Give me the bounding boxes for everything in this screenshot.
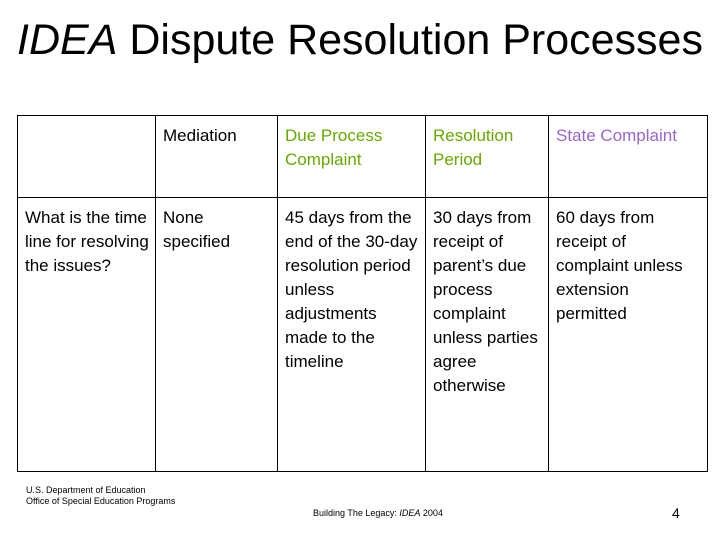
footer-org-line-1: U.S. Department of Education (26, 485, 146, 495)
header-cell-due-process-complaint: Due Process Complaint (278, 116, 426, 198)
header-cell-resolution-period: Resolution Period (426, 116, 549, 198)
dispute-resolution-table (17, 115, 708, 472)
footer-legacy-idea: IDEA (399, 508, 421, 518)
slide-title (0, 16, 720, 64)
header-cell-empty (18, 116, 156, 198)
table-row (18, 198, 708, 472)
footer-organization (26, 485, 175, 507)
mediation-cell: None specified (156, 198, 278, 472)
footer-org-line-2: Office of Special Education Programs (26, 496, 176, 506)
title-rest: Dispute Resolution Processes (129, 16, 703, 64)
title-idea: IDEA (17, 16, 118, 64)
row-question-cell: What is the time line for resolving the issues? (18, 198, 156, 472)
state-complaint-cell: 60 days from receipt of complaint unless extension permitted (549, 198, 708, 472)
resolution-period-cell: 30 days from receipt of parent’s due process complaint unless parties agree otherwise (426, 198, 549, 472)
page-number: 4 (672, 505, 680, 521)
header-cell-mediation: Mediation (156, 116, 278, 198)
footer-legacy (313, 508, 443, 518)
header-cell-state-complaint: State Complaint (549, 116, 708, 198)
due-process-cell: 45 days from the end of the 30-day resolution period unless adjustments made to the timeline (278, 198, 426, 472)
footer-legacy-year: 2004 (420, 508, 443, 518)
footer-legacy-prefix: Building The Legacy: (313, 508, 400, 518)
table-header-row (18, 116, 708, 198)
